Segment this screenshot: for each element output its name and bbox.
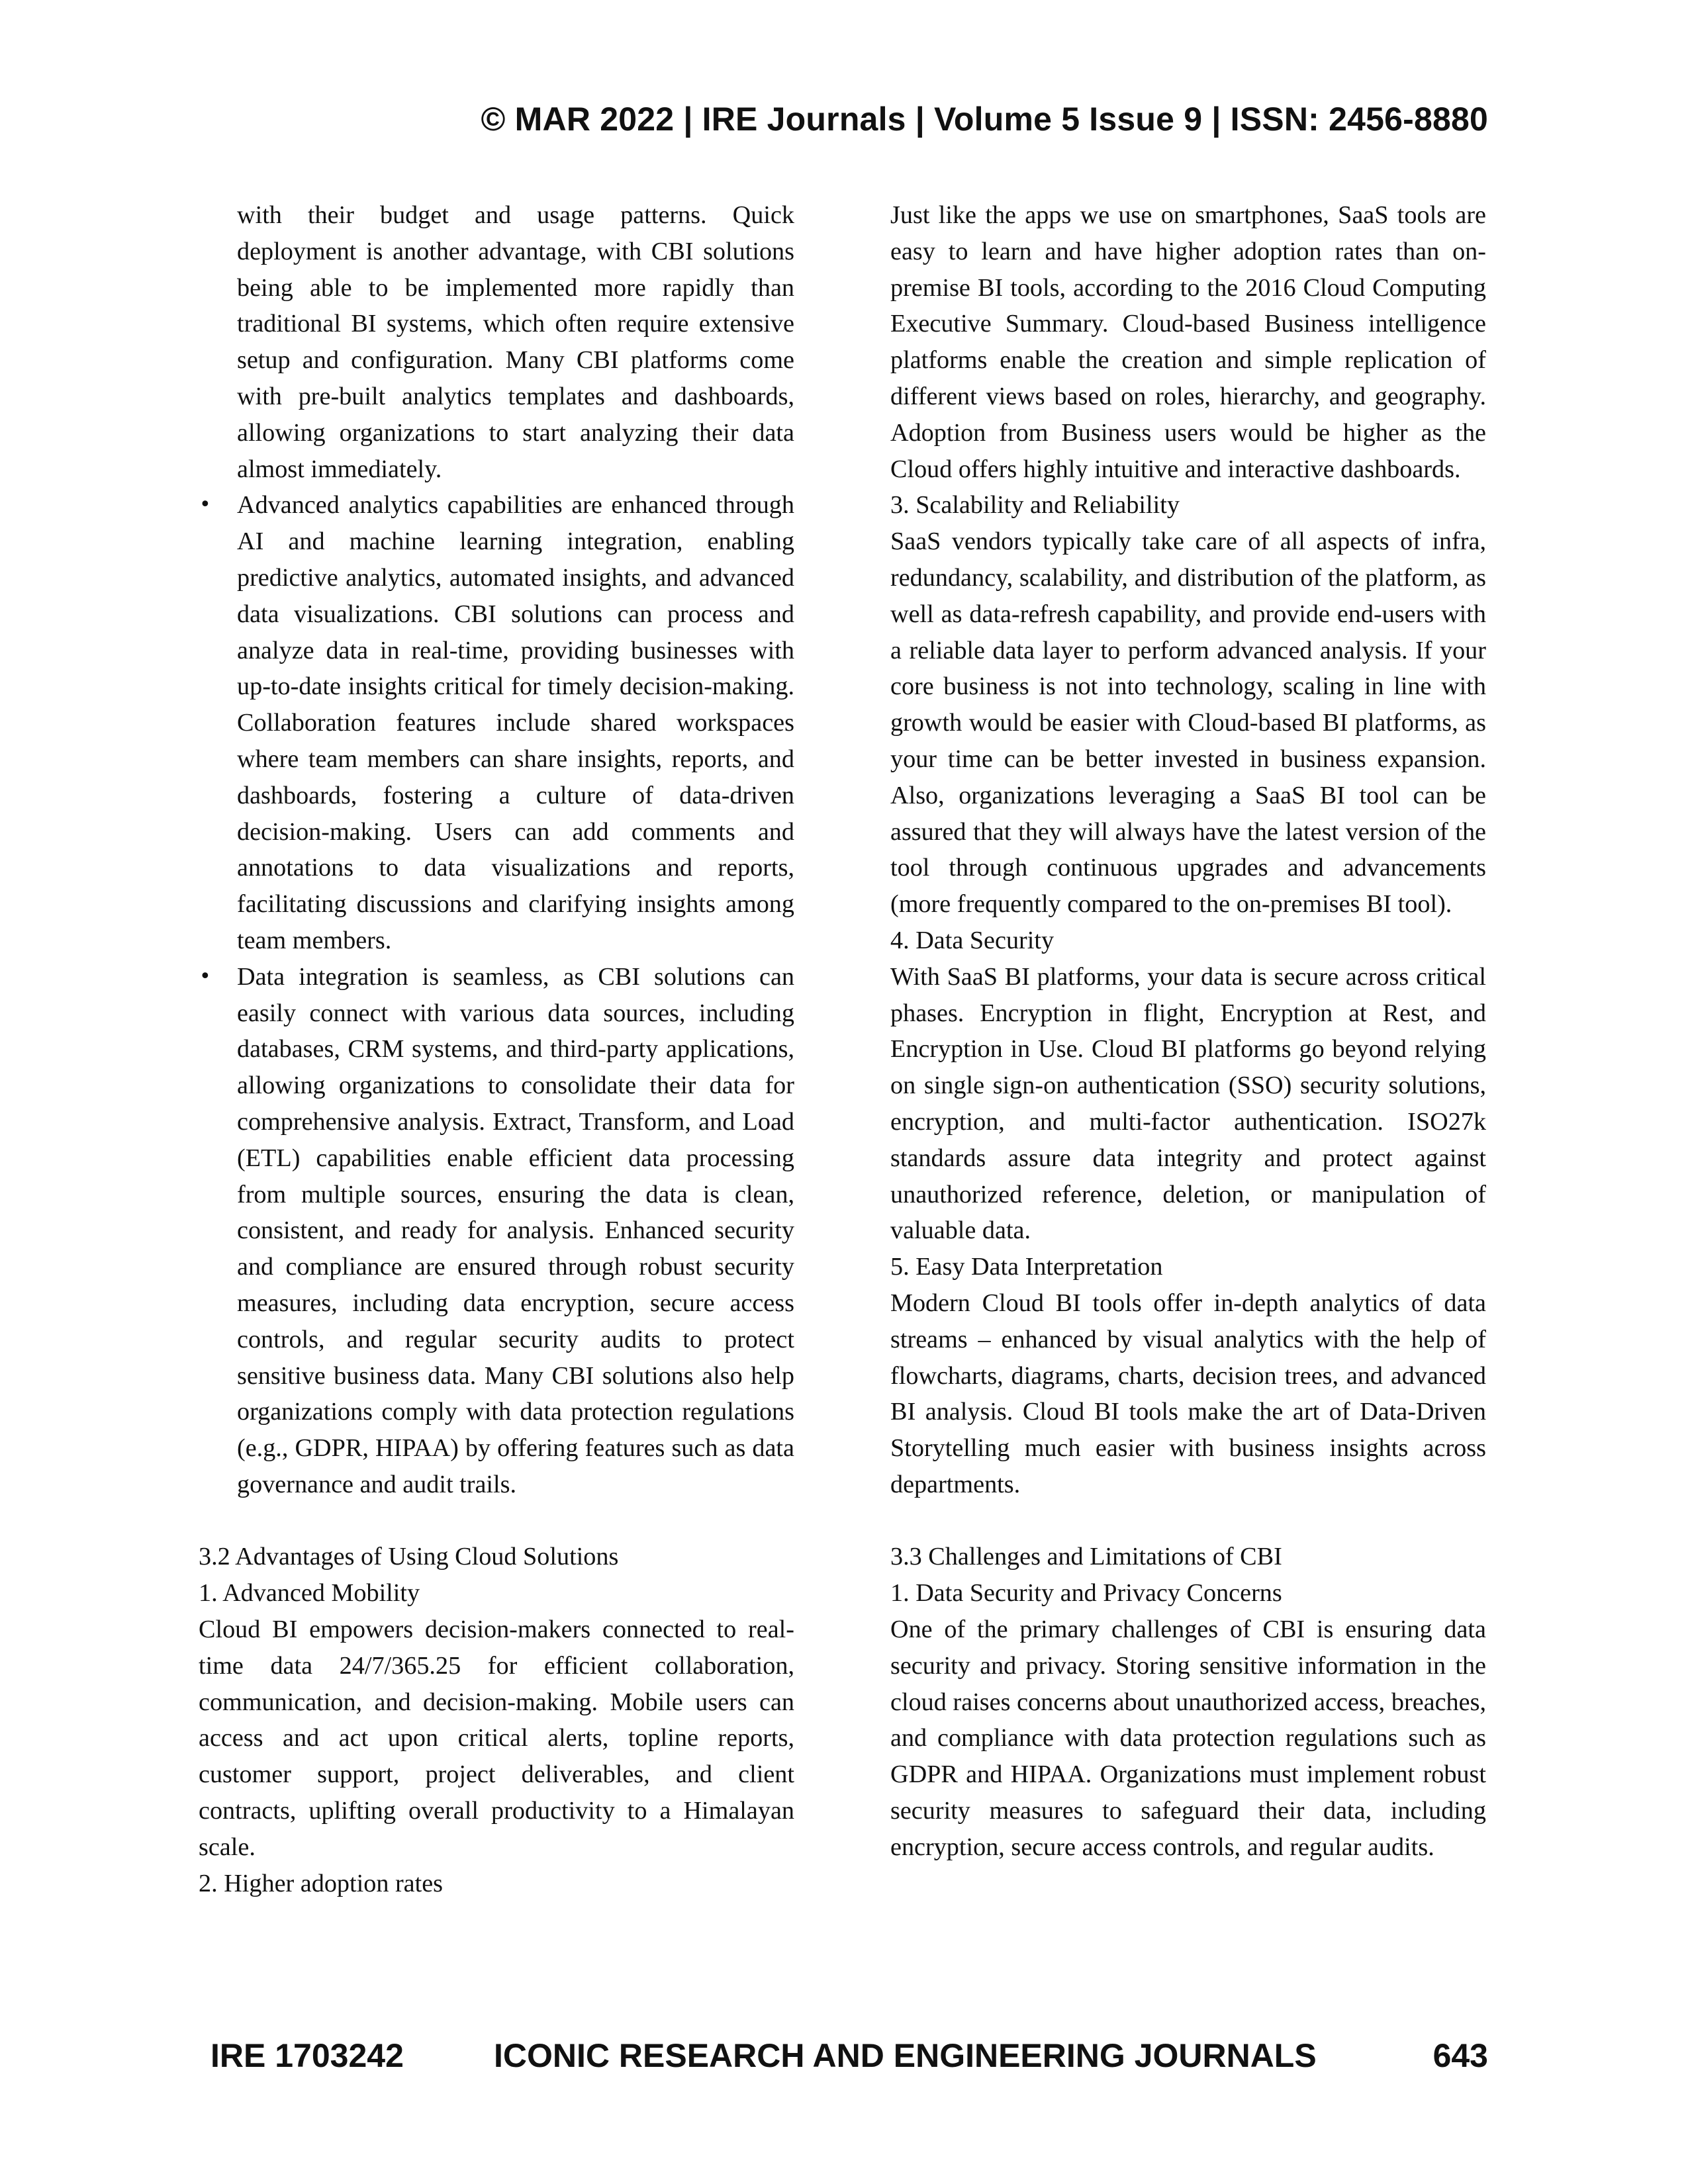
paragraph-spacer <box>199 1503 794 1539</box>
section-heading-3-3: 3.3 Challenges and Limitations of CBI <box>890 1543 1282 1571</box>
footer-page-number: 643 <box>1432 2037 1488 2074</box>
left-column <box>199 197 794 1901</box>
subsection-heading-easy-interpretation: 5. Easy Data Interpretation <box>890 1253 1163 1281</box>
subsection-heading-data-security: 4. Data Security <box>890 926 1055 954</box>
bullet-continuation-text: with their budget and usage patterns. Quick deployment is another advantage, with CBI solutions being able to be implemented more rapidly than traditional BI systems, which often require extensive setup and configuration. Many CBI platforms come with pre-built analytics templates and dashboards, allowing organizations to start analyzing their data almost immediately. <box>237 201 794 483</box>
subsection-body-advanced-mobility: Cloud BI empowers decision-makers connected to real-time data 24/7/365.25 for efficient collaboration, communication, and decision-making. Mobile users can access and act upon critical alerts, topline reports, customer support, project deliverables, and client contracts, uplifting overall productivity to a Himalayan scale. <box>199 1615 794 1861</box>
subsection-body-easy-interpretation: Modern Cloud BI tools offer in-depth analytics of data streams – enhanced by visual analytics with the help of flowcharts, diagrams, charts, decision trees, and advanced BI analysis. Cloud BI tools make the art of Data-Driven Storytelling much easier with business insights across departments. <box>890 1289 1486 1498</box>
bullet-text-advanced-analytics: Advanced analytics capabilities are enhanced through AI and machine learning integration, enabling predictive analytics, automated insights, and advanced data visualizations. CBI solutions can process and analyze data in real-time, providing businesses with up-to-date insights critical for timely decision-making. Collaboration features include shared workspaces where team members can share insights, reports, and dashboards, fostering a culture of data-driven decision-making. Users can add comments and annotations to data visualizations and reports, facilitating discussions and clarifying insights among team members. <box>237 491 794 954</box>
journal-header: © MAR 2022 | IRE Journals | Volume 5 Issue 9 | ISSN: 2456-8880 <box>481 101 1488 138</box>
bullet-icon: • <box>199 493 211 517</box>
footer-article-id: IRE 1703242 <box>211 2037 404 2074</box>
subsection-heading-higher-adoption: 2. Higher adoption rates <box>199 1869 444 1897</box>
bullet-list <box>199 487 794 1502</box>
challenge-body-security-privacy: One of the primary challenges of CBI is ensuring data security and privacy. Storing sensitive information in the cloud raises concerns about unauthorized access, breaches, and compliance with data protection regulations such as GDPR and HIPAA. Organizations must implement robust security measures to safeguard their data, including encryption, secure access controls, and regular audits. <box>890 1615 1486 1861</box>
subsection-heading-scalability: 3. Scalability and Reliability <box>890 491 1180 520</box>
subsection-body-higher-adoption: Just like the apps we use on smartphones, SaaS tools are easy to learn and have higher adoption rates than on-premise BI tools, according to the 2016 Cloud Computing Executive Summary. Cloud-based Business intelligence platforms enable the creation and simple replication of different views based on roles, hierarchy, and geography. Adoption from Business users would be higher as the Cloud offers highly intuitive and interactive dashboards. <box>890 201 1486 483</box>
subsection-body-scalability: SaaS vendors typically take care of all aspects of infra, redundancy, scalability, and distribution of the platform, as well as data-refresh capability, and provide end-users with a reliable data layer to perform advanced analysis. If your core business is not into technology, scaling in line with growth would be easier with Cloud-based BI platforms, as your time can be better invested in business expansion. Also, organizations leveraging a SaaS BI tool can be assured that they will always have the latest version of the tool through continuous upgrades and advancements (more frequently compared to the on-premises BI tool). <box>890 527 1486 919</box>
bullet-continuation-block <box>199 197 794 487</box>
footer-journal-name: ICONIC RESEARCH AND ENGINEERING JOURNALS <box>494 2037 1317 2074</box>
subsection-heading-advanced-mobility: 1. Advanced Mobility <box>199 1579 420 1608</box>
bullet-icon: • <box>199 964 211 988</box>
bullet-item-advanced-analytics <box>199 487 794 958</box>
challenge-heading-security-privacy: 1. Data Security and Privacy Concerns <box>890 1579 1282 1608</box>
section-heading-3-2: 3.2 Advantages of Using Cloud Solutions <box>199 1543 619 1571</box>
journal-footer <box>199 2036 1488 2075</box>
paragraph-spacer <box>890 1503 1486 1539</box>
bullet-item-data-integration <box>199 959 794 1503</box>
subsection-body-data-security: With SaaS BI platforms, your data is secure across critical phases. Encryption in flight, Encryption at Rest, and Encryption in Use. Cloud BI platforms go beyond relying on single sign-on authentication (SSO) security solutions, encryption, and multi-factor authentication. ISO27k standards assure data integrity and protect against unauthorized reference, deletion, or manipulation of valuable data. <box>890 962 1486 1245</box>
right-column <box>890 197 1486 1866</box>
bullet-text-data-integration: Data integration is seamless, as CBI solutions can easily connect with various data sources, including databases, CRM systems, and third-party applications, allowing organizations to consolidate their data for comprehensive analysis. Extract, Transform, and Load (ETL) capabilities enable efficient data processing from multiple sources, ensuring the data is clean, consistent, and ready for analysis. Enhanced security and compliance are ensured through robust security measures, including data encryption, secure access controls, and regular security audits to protect sensitive business data. Many CBI solutions also help organizations comply with data protection regulations (e.g., GDPR, HIPAA) by offering features such as data governance and audit trails. <box>237 962 794 1498</box>
